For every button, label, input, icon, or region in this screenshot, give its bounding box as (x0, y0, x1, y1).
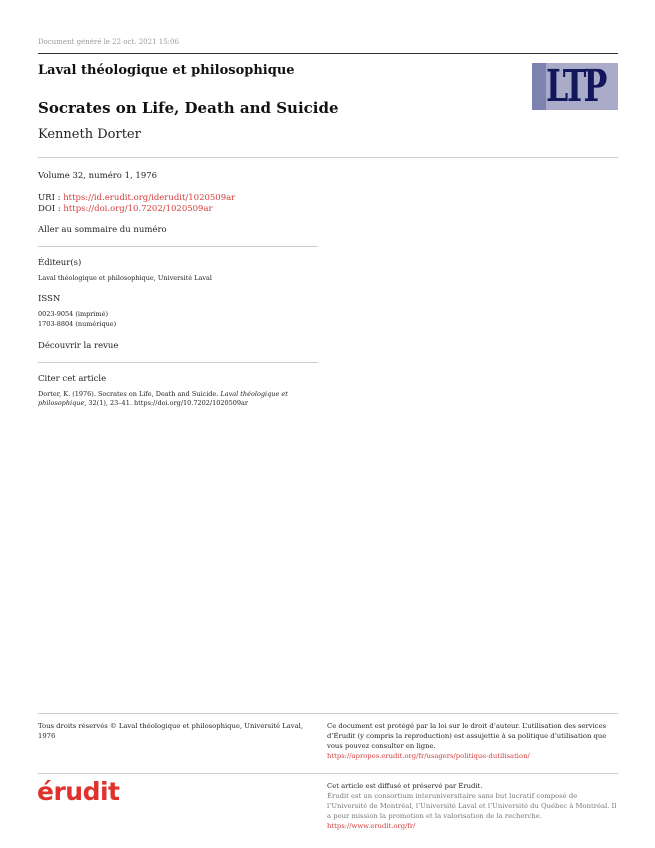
consortium-text: Érudit est un consortium interuniversitaire sans but lucratif composé de l’Université de Montréal, l’Université Laval et l’Université du Québec à Montréal. Il a pour mission la promotion et la valorisation de la recherche. (327, 792, 617, 820)
publisher-heading: Éditeur(s) (38, 258, 82, 268)
citation-text (38, 390, 308, 408)
journal-logo (532, 63, 618, 110)
citation-tail: , 32(1), 23–41. https://doi.org/10.7202/1020509ar (84, 399, 249, 407)
footer-divider-2 (38, 773, 618, 774)
journal-name: Laval théologique et philosophique (38, 63, 295, 78)
uri-label: URI : (38, 193, 64, 203)
cite-heading: Citer cet article (38, 374, 107, 384)
section-divider-1 (38, 246, 318, 247)
article-author: Kenneth Dorter (38, 127, 141, 142)
issn-print: 0023-9054 (imprimé) (38, 310, 109, 318)
logo-text: LTP (546, 63, 605, 110)
section-divider-2 (38, 362, 318, 363)
doi-link[interactable]: https://doi.org/10.7202/1020509ar (63, 204, 213, 214)
generated-timestamp: Document généré le 22 oct. 2021 15:06 (38, 38, 179, 46)
issn-digital: 1703-8804 (numérique) (38, 320, 117, 328)
footer-divider (38, 713, 618, 714)
issn-heading: ISSN (38, 294, 61, 304)
logo-shade (532, 63, 546, 110)
legal-text: Ce document est protégé par la loi sur le droit d’auteur. L’utilisation des services d’Érudit (y compris la reproduction) est assujettie à sa politique d’utilisation que vous pouvez consulter en ligne. (327, 722, 607, 750)
citation-journal: Laval théologique et philosophique (38, 390, 288, 407)
article-title: Socrates on Life, Death and Suicide (38, 99, 339, 117)
title-divider (38, 157, 618, 158)
policy-link[interactable]: https://apropos.erudit.org/fr/usagers/politique-dutilisation/ (327, 752, 530, 760)
rights-statement: Tous droits réservés © Laval théologique et philosophique, Université Laval, 1976 (38, 722, 303, 740)
erudit-logo: érudit (37, 777, 120, 806)
uri-link[interactable]: https://id.erudit.org/iderudit/1020509ar (63, 193, 236, 203)
uri-line (38, 193, 235, 203)
citation-plain: Dorter, K. (1976). Socrates on Life, Death and Suicide. (38, 390, 221, 398)
legal-notice (327, 721, 618, 761)
publisher-value: Laval théologique et philosophique, Université Laval (38, 274, 213, 282)
discover-journal-link[interactable]: Découvrir la revue (38, 341, 119, 351)
header-divider (38, 53, 618, 54)
erudit-site-link[interactable]: https://www.erudit.org/fr/ (327, 822, 416, 830)
volume-info: Volume 32, numéro 1, 1976 (38, 171, 158, 181)
toc-link[interactable]: Aller au sommaire du numéro (38, 225, 167, 235)
doi-label: DOI : (38, 204, 64, 214)
diffusion-text: Cet article est diffusé et préservé par Érudit. (327, 782, 483, 790)
diffusion-notice (327, 781, 618, 831)
doi-line (38, 204, 213, 214)
